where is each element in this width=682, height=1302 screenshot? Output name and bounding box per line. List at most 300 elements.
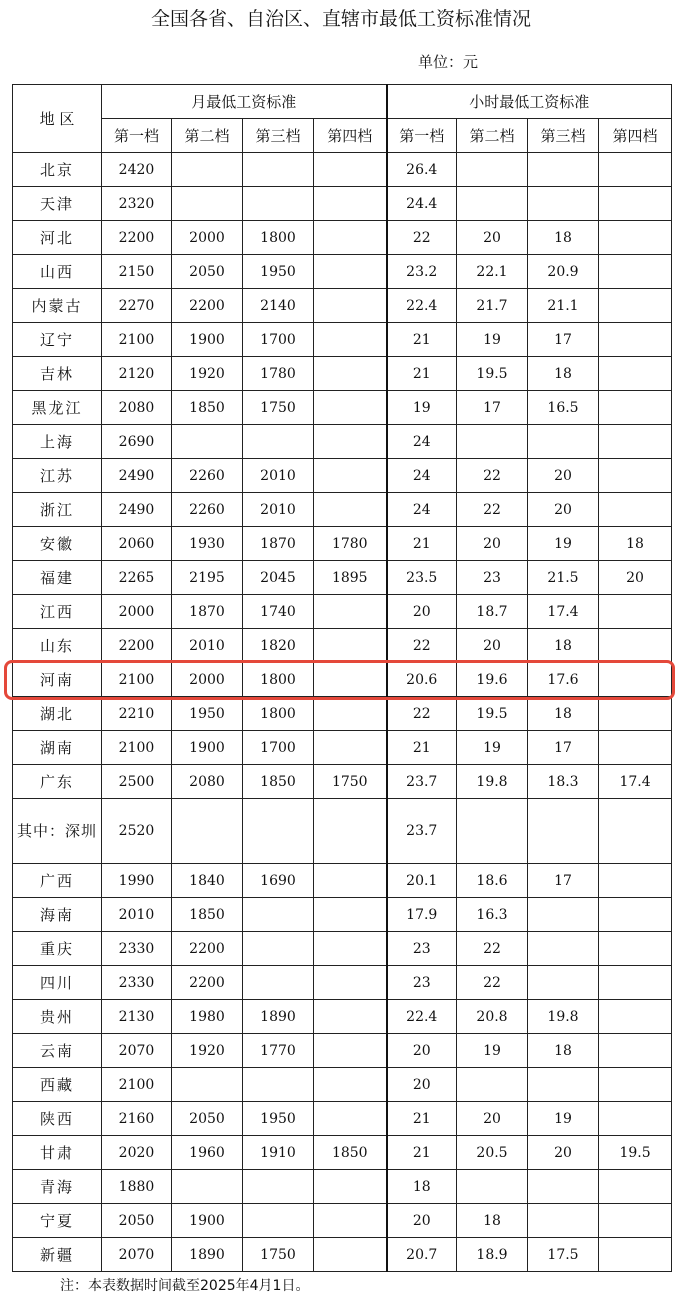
monthly-tier-2-cell: 2260 xyxy=(172,459,243,493)
monthly-tier-1-cell: 2490 xyxy=(102,459,172,493)
monthly-tier-3-cell xyxy=(243,799,314,864)
table-row xyxy=(13,1204,672,1238)
monthly-tier-1-cell: 2520 xyxy=(102,799,172,864)
region-cell: 福建 xyxy=(13,561,102,595)
monthly-tier-3-cell: 1780 xyxy=(243,357,314,391)
hourly-tier-2-cell: 22 xyxy=(457,493,528,527)
monthly-tier-1-cell: 2210 xyxy=(102,697,172,731)
monthly-tier-4-cell xyxy=(314,1102,387,1136)
hourly-tier-1-cell: 23.7 xyxy=(387,799,457,864)
footnote: 注：本表数据时间截至2025年4月1日。 xyxy=(60,1278,310,1294)
monthly-tier-2-cell: 1920 xyxy=(172,1034,243,1068)
hourly-tier-4-cell: 20 xyxy=(599,561,672,595)
table-row xyxy=(13,527,672,561)
monthly-tier-1-cell: 2320 xyxy=(102,187,172,221)
header-monthly-tier-2: 第二档 xyxy=(172,119,243,153)
monthly-tier-2-cell xyxy=(172,1068,243,1102)
monthly-tier-2-cell: 2200 xyxy=(172,932,243,966)
monthly-tier-3-cell: 1890 xyxy=(243,1000,314,1034)
monthly-tier-2-cell: 2260 xyxy=(172,493,243,527)
monthly-tier-4-cell xyxy=(314,629,387,663)
hourly-tier-3-cell xyxy=(528,1170,599,1204)
monthly-tier-1-cell: 2100 xyxy=(102,663,172,697)
hourly-tier-4-cell xyxy=(599,289,672,323)
hourly-tier-3-cell: 18 xyxy=(528,1034,599,1068)
monthly-tier-3-cell xyxy=(243,187,314,221)
monthly-tier-3-cell xyxy=(243,932,314,966)
monthly-tier-2-cell: 2000 xyxy=(172,663,243,697)
monthly-tier-4-cell xyxy=(314,932,387,966)
region-cell: 新疆 xyxy=(13,1238,102,1272)
hourly-tier-3-cell xyxy=(528,1068,599,1102)
hourly-tier-4-cell xyxy=(599,1000,672,1034)
monthly-tier-3-cell: 1850 xyxy=(243,765,314,799)
table-row xyxy=(13,898,672,932)
monthly-tier-3-cell xyxy=(243,1170,314,1204)
monthly-tier-4-cell xyxy=(314,391,387,425)
hourly-tier-1-cell: 19 xyxy=(387,391,457,425)
monthly-tier-1-cell: 1880 xyxy=(102,1170,172,1204)
hourly-tier-4-cell xyxy=(599,697,672,731)
monthly-tier-4-cell xyxy=(314,221,387,255)
region-cell: 吉林 xyxy=(13,357,102,391)
hourly-tier-3-cell: 20 xyxy=(528,493,599,527)
hourly-tier-3-cell: 19.8 xyxy=(528,1000,599,1034)
monthly-tier-4-cell: 1750 xyxy=(314,765,387,799)
monthly-tier-1-cell: 2690 xyxy=(102,425,172,459)
hourly-tier-1-cell: 23 xyxy=(387,966,457,1000)
hourly-tier-1-cell: 24 xyxy=(387,425,457,459)
hourly-tier-2-cell xyxy=(457,153,528,187)
monthly-tier-2-cell: 1900 xyxy=(172,1204,243,1238)
monthly-tier-2-cell: 1850 xyxy=(172,898,243,932)
monthly-tier-3-cell xyxy=(243,1068,314,1102)
table-row xyxy=(13,595,672,629)
region-cell: 内蒙古 xyxy=(13,289,102,323)
monthly-tier-2-cell: 1930 xyxy=(172,527,243,561)
hourly-tier-3-cell: 20 xyxy=(528,459,599,493)
hourly-tier-4-cell: 17.4 xyxy=(599,765,672,799)
region-cell: 广西 xyxy=(13,864,102,898)
hourly-tier-1-cell: 24 xyxy=(387,493,457,527)
hourly-tier-2-cell: 18.6 xyxy=(457,864,528,898)
table-row xyxy=(13,1068,672,1102)
header-hourly: 小时最低工资标准 xyxy=(387,85,672,119)
table-row xyxy=(13,663,672,697)
hourly-tier-3-cell xyxy=(528,153,599,187)
hourly-tier-3-cell: 20 xyxy=(528,1136,599,1170)
hourly-tier-4-cell xyxy=(599,966,672,1000)
hourly-tier-1-cell: 21 xyxy=(387,731,457,765)
minimum-wage-table xyxy=(12,84,672,1272)
hourly-tier-2-cell xyxy=(457,799,528,864)
hourly-tier-4-cell xyxy=(599,459,672,493)
hourly-tier-3-cell xyxy=(528,187,599,221)
hourly-tier-1-cell: 26.4 xyxy=(387,153,457,187)
hourly-tier-2-cell xyxy=(457,187,528,221)
table-row xyxy=(13,425,672,459)
hourly-tier-2-cell xyxy=(457,1068,528,1102)
hourly-tier-2-cell: 19 xyxy=(457,731,528,765)
region-cell: 贵州 xyxy=(13,1000,102,1034)
monthly-tier-1-cell: 2500 xyxy=(102,765,172,799)
hourly-tier-2-cell: 18.7 xyxy=(457,595,528,629)
monthly-tier-1-cell: 1990 xyxy=(102,864,172,898)
monthly-tier-2-cell: 1900 xyxy=(172,323,243,357)
monthly-tier-1-cell: 2330 xyxy=(102,966,172,1000)
table-row xyxy=(13,459,672,493)
monthly-tier-3-cell: 1750 xyxy=(243,1238,314,1272)
monthly-tier-4-cell xyxy=(314,1238,387,1272)
hourly-tier-3-cell xyxy=(528,898,599,932)
region-cell: 海南 xyxy=(13,898,102,932)
monthly-tier-2-cell xyxy=(172,799,243,864)
header-hourly-tier-2: 第二档 xyxy=(457,119,528,153)
hourly-tier-2-cell: 20 xyxy=(457,629,528,663)
monthly-tier-3-cell: 1700 xyxy=(243,323,314,357)
region-cell: 宁夏 xyxy=(13,1204,102,1238)
hourly-tier-3-cell: 16.5 xyxy=(528,391,599,425)
monthly-tier-1-cell: 2330 xyxy=(102,932,172,966)
monthly-tier-3-cell: 1800 xyxy=(243,221,314,255)
region-cell: 辽宁 xyxy=(13,323,102,357)
table-row xyxy=(13,1136,672,1170)
monthly-tier-1-cell: 2060 xyxy=(102,527,172,561)
hourly-tier-1-cell: 20.7 xyxy=(387,1238,457,1272)
monthly-tier-4-cell xyxy=(314,1204,387,1238)
hourly-tier-2-cell: 18 xyxy=(457,1204,528,1238)
hourly-tier-3-cell xyxy=(528,1204,599,1238)
monthly-tier-3-cell xyxy=(243,153,314,187)
monthly-tier-1-cell: 2265 xyxy=(102,561,172,595)
hourly-tier-1-cell: 23 xyxy=(387,932,457,966)
monthly-tier-3-cell: 1820 xyxy=(243,629,314,663)
hourly-tier-2-cell xyxy=(457,425,528,459)
table-row xyxy=(13,493,672,527)
hourly-tier-3-cell: 18 xyxy=(528,357,599,391)
header-hourly-tier-4: 第四档 xyxy=(599,119,672,153)
monthly-tier-1-cell: 2050 xyxy=(102,1204,172,1238)
monthly-tier-3-cell: 1800 xyxy=(243,697,314,731)
hourly-tier-3-cell: 17 xyxy=(528,864,599,898)
monthly-tier-4-cell xyxy=(314,1034,387,1068)
hourly-tier-2-cell: 17 xyxy=(457,391,528,425)
monthly-tier-3-cell: 1740 xyxy=(243,595,314,629)
table-row xyxy=(13,932,672,966)
monthly-tier-4-cell xyxy=(314,1068,387,1102)
region-cell: 云南 xyxy=(13,1034,102,1068)
hourly-tier-4-cell xyxy=(599,629,672,663)
hourly-tier-3-cell: 17.6 xyxy=(528,663,599,697)
table-row xyxy=(13,765,672,799)
hourly-tier-3-cell: 19 xyxy=(528,1102,599,1136)
table-row xyxy=(13,966,672,1000)
page-title: 全国各省、自治区、直辖市最低工资标准情况 xyxy=(150,8,531,30)
hourly-tier-4-cell xyxy=(599,493,672,527)
hourly-tier-1-cell: 24.4 xyxy=(387,187,457,221)
monthly-tier-2-cell: 1950 xyxy=(172,697,243,731)
monthly-tier-4-cell xyxy=(314,187,387,221)
hourly-tier-4-cell xyxy=(599,731,672,765)
hourly-tier-1-cell: 20 xyxy=(387,1034,457,1068)
hourly-tier-2-cell: 22 xyxy=(457,459,528,493)
monthly-tier-1-cell: 2490 xyxy=(102,493,172,527)
monthly-tier-3-cell xyxy=(243,898,314,932)
monthly-tier-1-cell: 2010 xyxy=(102,898,172,932)
hourly-tier-4-cell xyxy=(599,1102,672,1136)
monthly-tier-4-cell xyxy=(314,425,387,459)
hourly-tier-3-cell: 18 xyxy=(528,629,599,663)
monthly-tier-3-cell: 2140 xyxy=(243,289,314,323)
monthly-tier-4-cell: 1780 xyxy=(314,527,387,561)
monthly-tier-3-cell: 1750 xyxy=(243,391,314,425)
monthly-tier-2-cell: 1900 xyxy=(172,731,243,765)
monthly-tier-2-cell: 2050 xyxy=(172,255,243,289)
monthly-tier-2-cell: 2010 xyxy=(172,629,243,663)
table-row xyxy=(13,799,672,864)
monthly-tier-2-cell: 2050 xyxy=(172,1102,243,1136)
monthly-tier-1-cell: 2070 xyxy=(102,1238,172,1272)
region-cell: 四川 xyxy=(13,966,102,1000)
table-row xyxy=(13,255,672,289)
hourly-tier-3-cell: 18 xyxy=(528,221,599,255)
region-cell: 山东 xyxy=(13,629,102,663)
hourly-tier-2-cell xyxy=(457,1170,528,1204)
region-cell: 西藏 xyxy=(13,1068,102,1102)
monthly-tier-2-cell: 1960 xyxy=(172,1136,243,1170)
hourly-tier-4-cell xyxy=(599,595,672,629)
header-monthly-tier-4: 第四档 xyxy=(314,119,387,153)
region-cell: 湖北 xyxy=(13,697,102,731)
hourly-tier-1-cell: 21 xyxy=(387,527,457,561)
monthly-tier-4-cell xyxy=(314,1000,387,1034)
table-row xyxy=(13,221,672,255)
monthly-tier-2-cell xyxy=(172,187,243,221)
hourly-tier-3-cell: 20.9 xyxy=(528,255,599,289)
monthly-tier-2-cell: 1870 xyxy=(172,595,243,629)
monthly-tier-2-cell: 2195 xyxy=(172,561,243,595)
monthly-tier-3-cell: 1690 xyxy=(243,864,314,898)
monthly-tier-3-cell: 1870 xyxy=(243,527,314,561)
hourly-tier-2-cell: 19 xyxy=(457,323,528,357)
monthly-tier-4-cell xyxy=(314,731,387,765)
hourly-tier-3-cell: 17 xyxy=(528,731,599,765)
monthly-tier-2-cell xyxy=(172,153,243,187)
monthly-tier-1-cell: 2120 xyxy=(102,357,172,391)
monthly-tier-3-cell: 1800 xyxy=(243,663,314,697)
table-row xyxy=(13,697,672,731)
monthly-tier-4-cell xyxy=(314,493,387,527)
hourly-tier-3-cell: 18 xyxy=(528,697,599,731)
hourly-tier-4-cell: 18 xyxy=(599,527,672,561)
table-row xyxy=(13,1000,672,1034)
monthly-tier-4-cell xyxy=(314,1170,387,1204)
monthly-tier-4-cell xyxy=(314,799,387,864)
hourly-tier-1-cell: 22 xyxy=(387,697,457,731)
hourly-tier-3-cell: 21.5 xyxy=(528,561,599,595)
hourly-tier-4-cell xyxy=(599,153,672,187)
region-cell: 青海 xyxy=(13,1170,102,1204)
hourly-tier-4-cell xyxy=(599,1034,672,1068)
hourly-tier-2-cell: 22 xyxy=(457,966,528,1000)
table-row xyxy=(13,1102,672,1136)
hourly-tier-3-cell xyxy=(528,932,599,966)
monthly-tier-4-cell xyxy=(314,255,387,289)
hourly-tier-1-cell: 17.9 xyxy=(387,898,457,932)
monthly-tier-2-cell: 2080 xyxy=(172,765,243,799)
region-cell: 山西 xyxy=(13,255,102,289)
hourly-tier-4-cell: 19.5 xyxy=(599,1136,672,1170)
monthly-tier-4-cell xyxy=(314,663,387,697)
hourly-tier-1-cell: 21 xyxy=(387,1136,457,1170)
hourly-tier-1-cell: 20 xyxy=(387,1068,457,1102)
monthly-tier-4-cell xyxy=(314,153,387,187)
region-cell: 上海 xyxy=(13,425,102,459)
region-cell: 陕西 xyxy=(13,1102,102,1136)
table-row xyxy=(13,187,672,221)
hourly-tier-2-cell: 18.9 xyxy=(457,1238,528,1272)
table-row xyxy=(13,391,672,425)
monthly-tier-2-cell: 2200 xyxy=(172,966,243,1000)
monthly-tier-4-cell: 1895 xyxy=(314,561,387,595)
hourly-tier-2-cell: 19.5 xyxy=(457,357,528,391)
monthly-tier-3-cell: 1770 xyxy=(243,1034,314,1068)
hourly-tier-4-cell xyxy=(599,1068,672,1102)
hourly-tier-1-cell: 22.4 xyxy=(387,1000,457,1034)
hourly-tier-4-cell xyxy=(599,221,672,255)
hourly-tier-2-cell: 20 xyxy=(457,527,528,561)
hourly-tier-4-cell xyxy=(599,932,672,966)
monthly-tier-1-cell: 2100 xyxy=(102,1068,172,1102)
table-row xyxy=(13,1034,672,1068)
hourly-tier-4-cell xyxy=(599,864,672,898)
hourly-tier-4-cell xyxy=(599,255,672,289)
hourly-tier-1-cell: 20.1 xyxy=(387,864,457,898)
hourly-tier-2-cell: 20.5 xyxy=(457,1136,528,1170)
region-cell: 江西 xyxy=(13,595,102,629)
hourly-tier-1-cell: 20 xyxy=(387,595,457,629)
region-cell: 甘肃 xyxy=(13,1136,102,1170)
table-row xyxy=(13,357,672,391)
region-cell: 湖南 xyxy=(13,731,102,765)
monthly-tier-1-cell: 2080 xyxy=(102,391,172,425)
region-cell: 浙江 xyxy=(13,493,102,527)
monthly-tier-4-cell: 1850 xyxy=(314,1136,387,1170)
monthly-tier-3-cell xyxy=(243,966,314,1000)
table-row xyxy=(13,153,672,187)
hourly-tier-2-cell: 19 xyxy=(457,1034,528,1068)
monthly-tier-4-cell xyxy=(314,323,387,357)
hourly-tier-4-cell xyxy=(599,357,672,391)
table-row xyxy=(13,864,672,898)
hourly-tier-4-cell xyxy=(599,187,672,221)
hourly-tier-1-cell: 21 xyxy=(387,357,457,391)
hourly-tier-4-cell xyxy=(599,323,672,357)
monthly-tier-4-cell xyxy=(314,864,387,898)
region-cell: 广东 xyxy=(13,765,102,799)
header-monthly-tier-3: 第三档 xyxy=(243,119,314,153)
hourly-tier-4-cell xyxy=(599,799,672,864)
table-row xyxy=(13,289,672,323)
hourly-tier-2-cell: 21.7 xyxy=(457,289,528,323)
monthly-tier-3-cell xyxy=(243,1204,314,1238)
hourly-tier-1-cell: 22.4 xyxy=(387,289,457,323)
table-body xyxy=(13,153,672,1272)
hourly-tier-4-cell xyxy=(599,1170,672,1204)
unit-label: 单位：元 xyxy=(418,53,479,71)
region-cell: 北京 xyxy=(13,153,102,187)
monthly-tier-4-cell xyxy=(314,595,387,629)
region-cell: 黑龙江 xyxy=(13,391,102,425)
monthly-tier-4-cell xyxy=(314,966,387,1000)
region-cell: 安徽 xyxy=(13,527,102,561)
hourly-tier-1-cell: 21 xyxy=(387,1102,457,1136)
hourly-tier-4-cell xyxy=(599,391,672,425)
hourly-tier-1-cell: 20 xyxy=(387,1204,457,1238)
monthly-tier-3-cell: 2010 xyxy=(243,493,314,527)
hourly-tier-3-cell: 17.4 xyxy=(528,595,599,629)
hourly-tier-3-cell xyxy=(528,966,599,1000)
monthly-tier-1-cell: 2100 xyxy=(102,731,172,765)
region-cell: 重庆 xyxy=(13,932,102,966)
monthly-tier-1-cell: 2270 xyxy=(102,289,172,323)
monthly-tier-1-cell: 2130 xyxy=(102,1000,172,1034)
hourly-tier-2-cell: 22 xyxy=(457,932,528,966)
hourly-tier-3-cell xyxy=(528,425,599,459)
monthly-tier-2-cell: 1890 xyxy=(172,1238,243,1272)
monthly-tier-1-cell: 2420 xyxy=(102,153,172,187)
monthly-tier-2-cell xyxy=(172,1170,243,1204)
monthly-tier-2-cell: 1840 xyxy=(172,864,243,898)
region-cell: 其中：深圳 xyxy=(13,799,102,864)
table-row xyxy=(13,629,672,663)
hourly-tier-1-cell: 23.7 xyxy=(387,765,457,799)
hourly-tier-2-cell: 23 xyxy=(457,561,528,595)
monthly-tier-3-cell: 2010 xyxy=(243,459,314,493)
monthly-tier-3-cell: 1910 xyxy=(243,1136,314,1170)
monthly-tier-2-cell: 1850 xyxy=(172,391,243,425)
hourly-tier-1-cell: 23.5 xyxy=(387,561,457,595)
monthly-tier-3-cell: 1950 xyxy=(243,1102,314,1136)
hourly-tier-3-cell: 17.5 xyxy=(528,1238,599,1272)
monthly-tier-3-cell: 1950 xyxy=(243,255,314,289)
monthly-tier-4-cell xyxy=(314,357,387,391)
hourly-tier-1-cell: 21 xyxy=(387,323,457,357)
monthly-tier-1-cell: 2070 xyxy=(102,1034,172,1068)
header-hourly-tier-3: 第三档 xyxy=(528,119,599,153)
monthly-tier-2-cell: 1980 xyxy=(172,1000,243,1034)
hourly-tier-1-cell: 24 xyxy=(387,459,457,493)
region-cell: 河北 xyxy=(13,221,102,255)
table-row xyxy=(13,561,672,595)
monthly-tier-1-cell: 2200 xyxy=(102,629,172,663)
hourly-tier-2-cell: 20.8 xyxy=(457,1000,528,1034)
table-row xyxy=(13,1238,672,1272)
hourly-tier-2-cell: 20 xyxy=(457,1102,528,1136)
hourly-tier-4-cell xyxy=(599,1204,672,1238)
hourly-tier-1-cell: 22 xyxy=(387,629,457,663)
monthly-tier-1-cell: 2150 xyxy=(102,255,172,289)
monthly-tier-3-cell: 2045 xyxy=(243,561,314,595)
hourly-tier-2-cell: 16.3 xyxy=(457,898,528,932)
monthly-tier-4-cell xyxy=(314,697,387,731)
monthly-tier-2-cell xyxy=(172,425,243,459)
table-row xyxy=(13,323,672,357)
monthly-tier-2-cell: 2200 xyxy=(172,289,243,323)
monthly-tier-4-cell xyxy=(314,289,387,323)
hourly-tier-3-cell xyxy=(528,799,599,864)
table-row xyxy=(13,731,672,765)
